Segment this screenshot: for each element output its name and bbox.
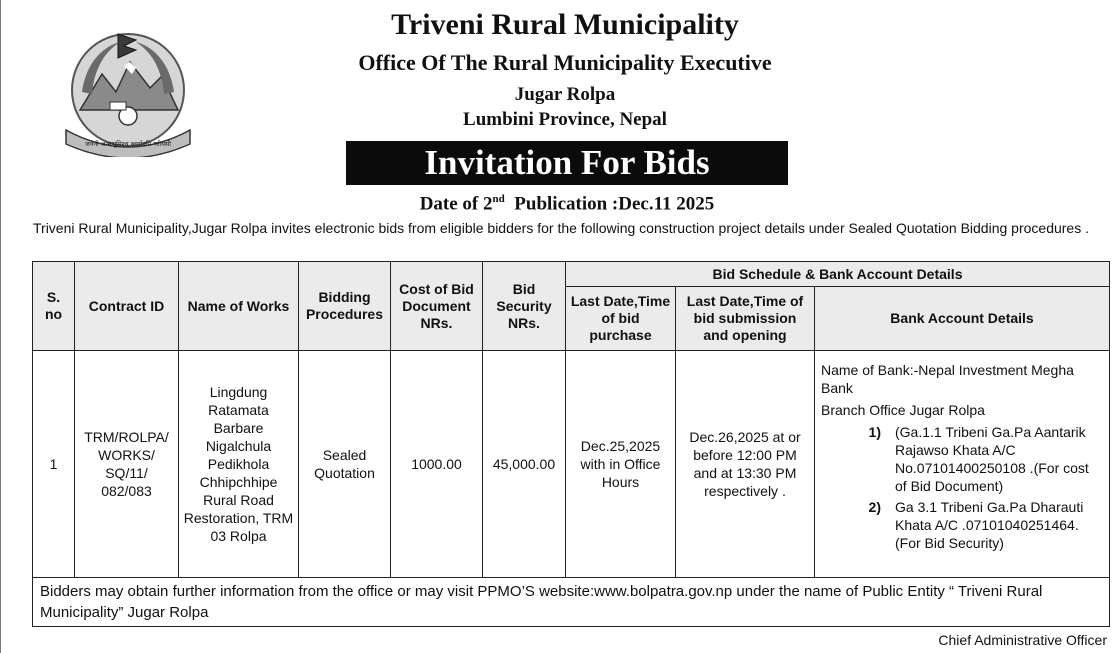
cell-doc-cost: 1000.00	[391, 351, 483, 578]
municipality-title: Triveni Rural Municipality	[391, 8, 739, 41]
account-2-text: Ga 3.1 Tribeni Ga.Pa Dharauti Khata A/C .07101040251464.	[895, 499, 1084, 533]
header-contract-id: Contract ID	[75, 262, 179, 351]
bank-branch: Branch Office Jugar Rolpa	[821, 402, 985, 418]
cell-purchase: Dec.25,2025 with in Office Hours	[566, 351, 676, 578]
header-sno: S. no	[33, 262, 75, 351]
publication-prefix: Date of 2	[419, 193, 493, 215]
header-works: Name of Works	[179, 262, 299, 351]
cell-contract-id: TRM/ROLPA/ WORKS/ SQ/11/ 082/083	[75, 351, 179, 578]
header-bank: Bank Account Details	[815, 287, 1110, 351]
cell-procedure: Sealed Quotation	[299, 351, 391, 578]
header-security: Bid Security NRs.	[483, 262, 566, 351]
cell-bank-details	[815, 351, 1110, 578]
header-purchase: Last Date,Time of bid purchase	[566, 287, 676, 351]
office-title: Office Of The Rural Municipality Executive	[358, 50, 772, 75]
bids-table	[32, 261, 1110, 627]
cell-sno: 1	[33, 351, 75, 578]
province-line: Lumbini Province, Nepal	[463, 109, 667, 130]
table-footer-note: Bidders may obtain further information from the office or may visit PPMO’S website:www.bolpatra.gov.np under the name of Public Entity “ Triveni Rural Municipality” Jugar Rolpa	[33, 578, 1110, 627]
header-doc-cost: Cost of Bid Document NRs.	[391, 262, 483, 351]
publication-ordinal: nd	[492, 193, 505, 205]
header-schedule-group: Bid Schedule & Bank Account Details	[566, 262, 1110, 287]
publication-date	[250, 193, 884, 215]
left-border	[0, 0, 1, 653]
svg-text:जननी जन्मभूमिश्च स्वर्गादपि गर: जननी जन्मभूमिश्च स्वर्गादपि गरीयसी	[85, 140, 171, 148]
cell-submission: Dec.26,2025 at or before 12:00 PM and at 13:30 PM respectively .	[676, 351, 815, 578]
account-2-note: (For Bid Security)	[895, 535, 1004, 551]
nepal-emblem-icon	[58, 22, 198, 157]
account-item-1	[821, 423, 1103, 495]
publication-rest: Publication :Dec.11 2025	[514, 193, 715, 215]
cell-security: 45,000.00	[483, 351, 566, 578]
account-2-number: 2)	[868, 499, 881, 515]
location-line: Jugar Rolpa	[514, 84, 616, 105]
table-row	[33, 351, 1110, 578]
header-submission: Last Date,Time of bid submission and opening	[676, 287, 815, 351]
account-item-2	[821, 498, 1103, 552]
account-2-body	[895, 498, 1103, 552]
account-1-number: 1)	[868, 424, 881, 440]
header-procedure: Bidding Procedures	[299, 262, 391, 351]
intro-paragraph: Triveni Rural Municipality,Jugar Rolpa invites electronic bids from eligible bidders for the following construction project details under Sealed Quotation Bidding procedures .	[33, 220, 1089, 236]
signature-title: Chief Administrative Officer	[938, 632, 1107, 648]
invitation-banner: Invitation For Bids	[346, 141, 788, 185]
account-1-text: (Ga.1.1 Tribeni Ga.Pa Aantarik Rajawso Khata A/C No.07101400250108 .(For cost of Bid Document)	[895, 424, 1089, 494]
cell-works: Lingdung Ratamata Barbare Nigalchula Pedikhola Chhipchhipe Rural Road Restoration, TRM 03 Rolpa	[179, 351, 299, 578]
bank-name: Name of Bank:-Nepal Investment Megha Bank	[821, 362, 1074, 396]
